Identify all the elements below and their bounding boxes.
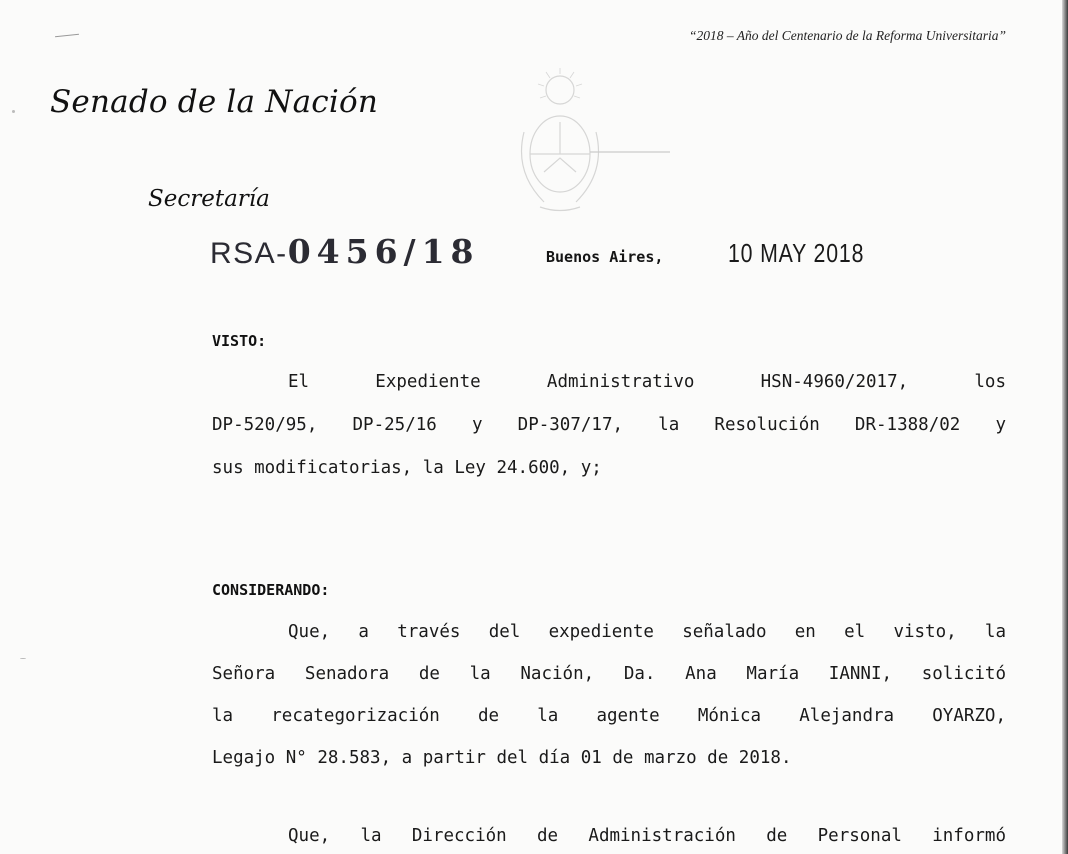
considerando-line: Señora Senadora de la Nación, Da. Ana María IANNI, solicitó — [212, 664, 1006, 684]
resolution-prefix: RSA- — [210, 237, 288, 270]
visto-heading: VISTO: — [212, 332, 267, 350]
considerando-heading: CONSIDERANDO: — [212, 581, 330, 599]
year-motto: “2018 – Año del Centenario de la Reforma Universitaria” — [689, 28, 1006, 43]
resolution-number — [210, 232, 480, 276]
resolution-serial: 0456/18 — [287, 232, 480, 271]
visto-line: El Expediente Administrativo HSN-4960/2017, los — [288, 372, 1006, 392]
pen-mark — [55, 34, 79, 38]
considerando-line: Que, a través del expediente señalado en el visto, la — [288, 622, 1006, 642]
issue-city: Buenos Aires, — [546, 248, 664, 266]
institution-name: Senado de la Nación — [50, 84, 378, 120]
considerando-line: la recategorización de la agente Mónica Alejandra OYARZO, — [212, 706, 1006, 726]
considerando-line: Que, la Dirección de Administración de Personal informó — [288, 826, 1006, 846]
visto-line: sus modificatorias, la Ley 24.600, y; — [212, 458, 602, 478]
department-name: Secretaría — [148, 186, 270, 212]
scan-edge-shadow — [1062, 0, 1068, 854]
scan-speck — [20, 658, 26, 659]
visto-line: DP-520/95, DP-25/16 y DP-307/17, la Resolución DR-1388/02 y — [212, 415, 1006, 435]
considerando-line: Legajo N° 28.583, a partir del día 01 de marzo de 2018. — [212, 748, 792, 768]
national-coat-of-arms-seal-icon — [500, 62, 680, 222]
scan-speck — [12, 110, 15, 113]
issue-date-stamp: 10 MAY 2018 — [728, 238, 865, 268]
